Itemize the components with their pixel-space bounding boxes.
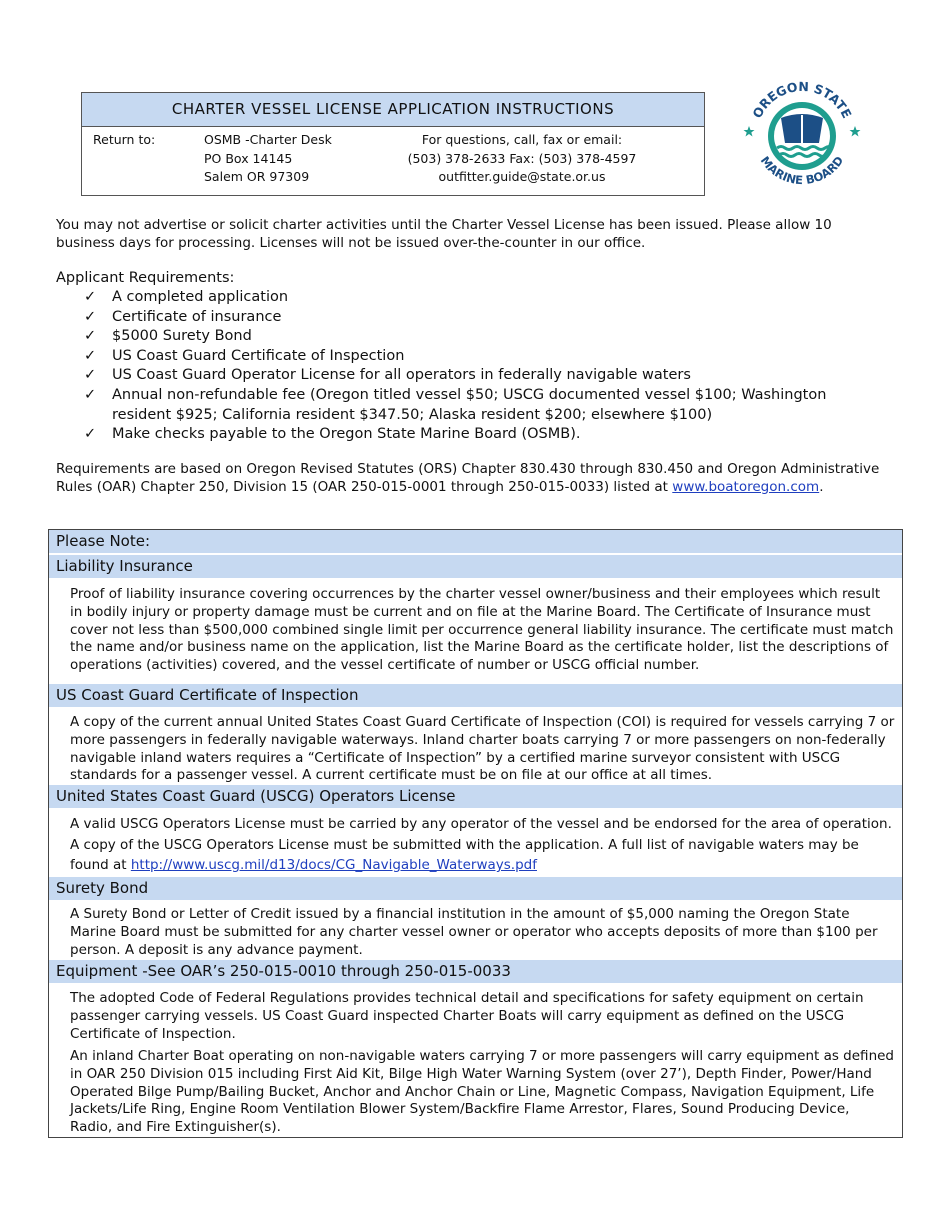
contact-line: For questions, call, fax or email: <box>421 132 623 147</box>
star-icon <box>744 126 755 137</box>
return-address <box>204 131 332 187</box>
please-note-heading: Please Note: <box>49 530 902 553</box>
return-address-line: OSMB -Charter Desk <box>204 132 332 147</box>
star-icon <box>850 126 861 137</box>
operators-license-heading: United States Coast Guard (USCG) Operators License <box>49 785 902 808</box>
contact-phone-fax: (503) 378-2633 Fax: (503) 378-4597 <box>407 150 637 166</box>
intro-paragraph: You may not advertise or solicit charter activities until the Charter Vessel License has been issued. Please allow 10 business days for processing. Licenses will not be issued over-the-counter in our office. <box>56 217 832 251</box>
list-item: ✓ Annual non-refundable fee (Oregon titled vessel $50; USCG documented vessel $100; Washington resident $925; California resident $347.50; Alaska resident $200; elsewhere $100) <box>84 386 827 423</box>
list-item: ✓ A completed application <box>84 288 884 308</box>
requirements-heading: Applicant Requirements: <box>56 270 235 286</box>
coi-text: A copy of the current annual United States Coast Guard Certificate of Inspection (COI) is required for vessels carrying 7 or more passengers in federally navigable waterways. Inland charter boats carrying 7 or more passengers on non-federally navigable inland waters requires a “Certificate of Inspection” by a certified marine surveyor consistent with USCG standards for a passenger vessel. A current certificate must be on file at our office at all times. <box>70 714 895 784</box>
checkmark-icon: ✓ <box>84 426 97 443</box>
statutes-paragraph: Requirements are based on Oregon Revised Statutes (ORS) Chapter 830.430 through 830.450 and Oregon Administrative Rules (OAR) Chapter 250, Division 15 (OAR 250-015-0001 through 250-015-0033) listed at www.boatoregon.com. <box>56 461 880 495</box>
return-address-line: Salem OR 97309 <box>204 169 310 184</box>
contact-email: outfitter.guide@state.or.us <box>438 169 606 184</box>
checkmark-icon: ✓ <box>84 328 97 345</box>
list-item: ✓ $5000 Surety Bond <box>84 327 884 347</box>
wave-icon <box>779 154 827 157</box>
checkmark-icon: ✓ <box>84 347 97 364</box>
equipment-text: The adopted Code of Federal Regulations provides technical detail and specifications for safety equipment on certain passenger carrying vessels. US Coast Guard inspected Charter Boats will carry equipment as defined on the USCG Certificate of Inspection. <box>70 990 864 1042</box>
list-item: ✓ Make checks payable to the Oregon State Marine Board (OSMB). <box>84 425 884 445</box>
header-box <box>81 92 705 196</box>
return-label: Return to: <box>93 132 156 147</box>
contact-info <box>392 131 652 187</box>
list-item: ✓ US Coast Guard Certificate of Inspection <box>84 347 884 367</box>
checkmark-icon: ✓ <box>84 289 97 305</box>
navigable-waterways-link[interactable]: http://www.uscg.mil/d13/docs/CG_Navigable_Waterways.pdf <box>130 857 537 873</box>
equipment-inland-text: An inland Charter Boat operating on non-navigable waters carrying 7 or more passengers will carry equipment as defined in OAR 250 Division 015 including First Aid Kit, Bilge High Water Warning System (over 27’), Depth Finder, Power/Hand Operated Bilge Pump/Bailing Bucket, Anchor and Anchor Chain or Line, Magnetic Compass, Navigation Equipment, Life Jackets/Life Ring, Engine Room Ventilation Blower System/Backfire Flame Arrestor, Flares, Sound Producing Device, Radio, and Fire Extinguisher(s). <box>70 1048 894 1136</box>
surety-bond-heading: Surety Bond <box>49 877 902 900</box>
checkmark-icon: ✓ <box>84 308 97 325</box>
requirements-list <box>84 288 884 445</box>
equipment-heading: Equipment -See OAR’s 250-015-0010 through 250-015-0033 <box>49 960 902 983</box>
liability-insurance-text: Proof of liability insurance covering occurrences by the charter vessel owner/business and their employees which result in bodily injury or property damage must be current and on file at the Marine Board. The Certificate of Insurance must cover not less than $500,000 combined single limit per occurrence general liability insurance. The certificate must match the name and/or business name on the application, list the Marine Board as the certificate holder, list the descriptions of operations (activities) covered, and the vessel certificate of number or USCG official number. <box>70 586 894 674</box>
operators-license-text: A valid USCG Operators License must be carried by any operator of the vessel and be endorsed for the area of operation. A copy of the USCG Operators License must be submitted with the application. A full list of navigable waters may be found at http://www.uscg.mil/d13/docs/CG_Navigable_Waterways.pdf <box>70 816 892 873</box>
please-note-box <box>48 529 903 1138</box>
checkmark-icon: ✓ <box>84 367 97 384</box>
boatoregon-link[interactable]: www.boatoregon.com <box>672 479 820 495</box>
surety-bond-text: A Surety Bond or Letter of Credit issued by a financial institution in the amount of $5,000 naming the Oregon State Marine Board must be submitted for any charter vessel owner or operator who accepts deposits of more than $100 per person. A deposit is any advance payment. <box>70 906 878 958</box>
return-address-line: PO Box 14145 <box>204 150 293 166</box>
liability-insurance-heading: Liability Insurance <box>49 555 902 578</box>
logo-top-text: OREGON STATE <box>749 78 855 121</box>
marine-board-logo <box>740 74 864 198</box>
coi-heading: US Coast Guard Certificate of Inspection <box>49 684 902 707</box>
page-title: CHARTER VESSEL LICENSE APPLICATION INSTRUCTIONS <box>82 93 704 127</box>
checkmark-icon: ✓ <box>84 386 97 403</box>
logo-bottom-text: MARINE BOARD <box>757 153 847 188</box>
list-item: ✓ Certificate of insurance <box>84 308 884 328</box>
list-item: ✓ US Coast Guard Operator License for all operators in federally navigable waters <box>84 366 884 386</box>
